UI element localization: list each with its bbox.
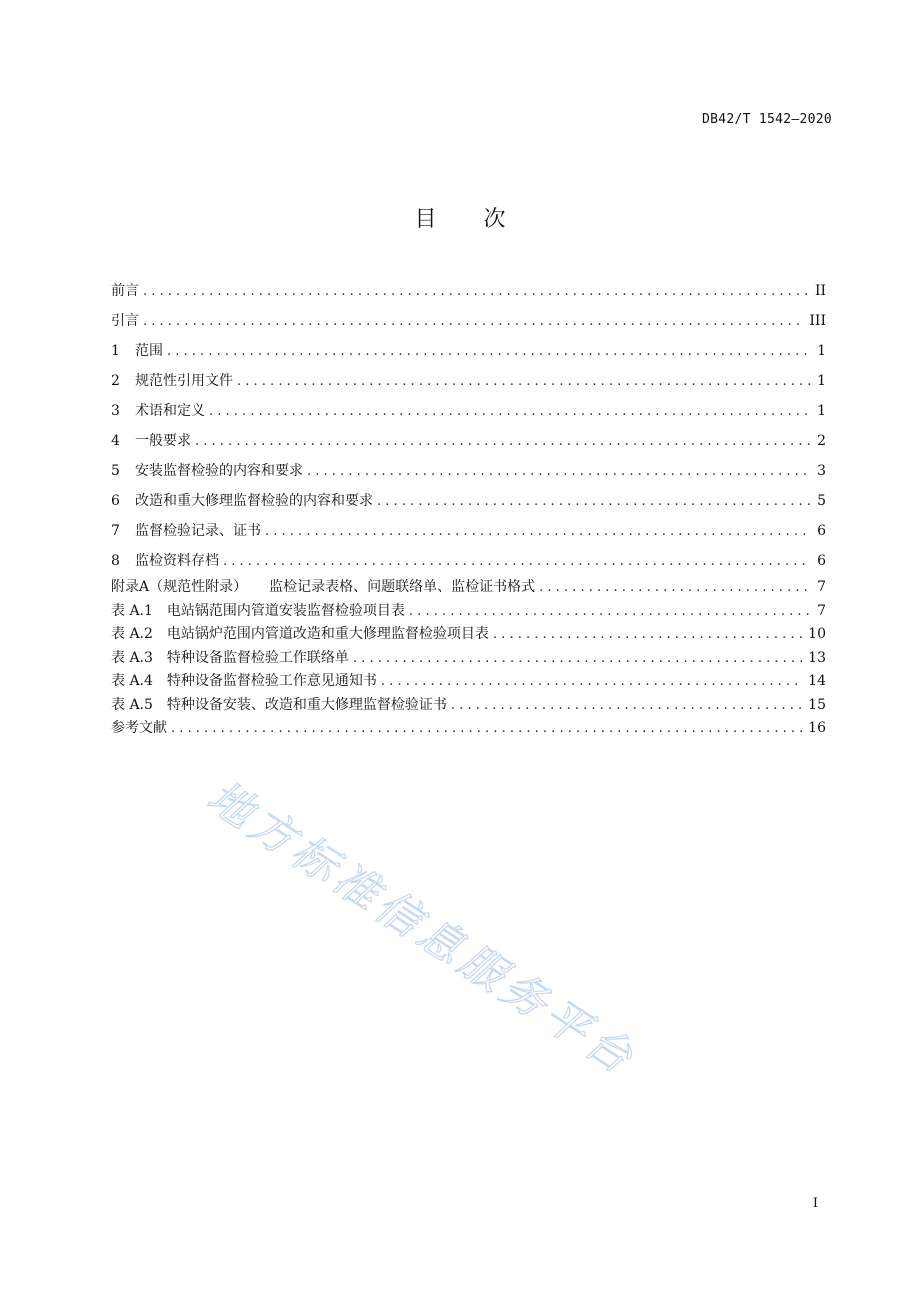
- toc-entry-number: 表 A.4: [111, 673, 153, 689]
- toc-entry-title: 术语和定义: [135, 403, 205, 419]
- toc-entry-number: 6: [111, 493, 120, 509]
- toc-leader-dots: [381, 670, 802, 694]
- toc-entry-page: 6: [817, 553, 826, 569]
- toc-entry-title: 电站锅炉范围内管道改造和重大修理监督检验项目表: [166, 626, 489, 642]
- toc-leader-dots: [143, 277, 809, 307]
- toc-leader-dots: [353, 647, 802, 671]
- toc-entry-title: 特种设备安装、改造和重大修理监督检验证书: [166, 696, 447, 713]
- toc-entry-table-a2[interactable]: [111, 623, 826, 647]
- toc-entry-section-1[interactable]: [111, 336, 826, 366]
- toc-entry-number: 4: [111, 433, 120, 449]
- toc-entry-title: 引言: [111, 313, 139, 329]
- toc-leader-dots: [143, 307, 803, 337]
- toc-leader-dots: [377, 487, 811, 517]
- toc-entry-table-a4[interactable]: [111, 670, 826, 694]
- toc-entry-title: 范围: [135, 343, 163, 359]
- toc-entry-number: 表 A.2: [111, 626, 153, 642]
- toc-entry-title: 特种设备监督检验工作联络单: [166, 649, 349, 666]
- toc-leader-dots: [409, 600, 811, 624]
- toc-entry-table-a3[interactable]: [111, 647, 826, 671]
- toc-entry-page: 2: [817, 433, 826, 449]
- toc-entry-title: 电站锅范围内管道安装监督检验项目表: [166, 602, 405, 619]
- toc-title: 目 次: [414, 207, 526, 232]
- toc-entry-table-a1[interactable]: [111, 600, 826, 624]
- toc-entry-introduction[interactable]: [111, 306, 826, 336]
- toc-entry-title: 参考文献: [111, 720, 167, 736]
- toc-entry-number: 7: [111, 523, 120, 539]
- toc-leader-dots: [167, 337, 811, 367]
- toc-entry-title: 监督检验记录、证书: [135, 523, 261, 539]
- toc-entry-section-8[interactable]: [111, 546, 826, 576]
- toc-entry-page: 1: [817, 403, 826, 419]
- toc-entry-title: 监检记录表格、问题联络单、监检证书格式: [269, 579, 536, 595]
- toc-entry-page: 15: [808, 696, 826, 713]
- toc-entry-title: 安装监督检验的内容和要求: [135, 463, 303, 479]
- table-of-contents: [111, 276, 826, 741]
- toc-entry-section-6[interactable]: [111, 486, 826, 516]
- toc-entry-title: 改造和重大修理监督检验的内容和要求: [135, 493, 373, 509]
- toc-entry-number: 表 A.5: [111, 696, 153, 713]
- toc-entry-title: 监检资料存档: [135, 553, 219, 569]
- toc-entry-section-5[interactable]: [111, 456, 826, 486]
- toc-entry-page: 14: [808, 673, 826, 689]
- toc-entry-appendix-a[interactable]: [111, 576, 826, 600]
- toc-entry-page: 16: [808, 720, 826, 736]
- page-number: I: [812, 1196, 818, 1211]
- toc-leader-dots: [223, 547, 811, 577]
- toc-entry-table-a5[interactable]: [111, 694, 826, 718]
- toc-entry-page: 3: [817, 463, 826, 479]
- toc-entry-number: 8: [111, 553, 120, 569]
- toc-entry-page: 7: [817, 579, 826, 595]
- toc-entry-foreword[interactable]: [111, 276, 826, 306]
- toc-leader-dots: [539, 576, 811, 600]
- toc-entry-number: 表 A.1: [111, 602, 153, 619]
- toc-entry-number: 2: [111, 373, 120, 389]
- toc-entry-number: 附录A（规范性附录）: [111, 579, 248, 595]
- toc-leader-dots: [171, 717, 802, 741]
- toc-leader-dots: [493, 623, 802, 647]
- toc-entry-section-4[interactable]: [111, 426, 826, 456]
- toc-entry-page: 6: [817, 523, 826, 539]
- toc-leader-dots: [195, 427, 811, 457]
- toc-entry-title: 特种设备监督检验工作意见通知书: [166, 673, 377, 689]
- toc-entry-page: 1: [817, 373, 826, 389]
- toc-leader-dots: [307, 457, 811, 487]
- toc-entry-title: 前言: [111, 283, 139, 299]
- toc-entry-number: 5: [111, 463, 120, 479]
- toc-entry-page: 5: [817, 493, 826, 509]
- toc-entry-number: 表 A.3: [111, 649, 153, 666]
- toc-leader-dots: [265, 517, 811, 547]
- toc-entry-page: 7: [817, 602, 826, 619]
- toc-leader-dots: [209, 397, 811, 427]
- toc-entry-page: 10: [808, 626, 826, 642]
- toc-entry-page: 13: [808, 649, 826, 666]
- toc-entry-page: III: [809, 313, 826, 329]
- toc-entry-page: II: [814, 283, 826, 299]
- toc-entry-number: 1: [111, 343, 120, 359]
- document-code: DB42/T 1542—2020: [701, 112, 832, 127]
- toc-entry-title: 一般要求: [135, 433, 191, 449]
- toc-leader-dots: [237, 367, 811, 397]
- toc-entry-number: 3: [111, 403, 120, 419]
- toc-entry-section-3[interactable]: [111, 396, 826, 426]
- watermark-text: 地方标准信息服务平台: [198, 771, 646, 1087]
- toc-entry-section-2[interactable]: [111, 366, 826, 396]
- toc-entry-page: 1: [817, 343, 826, 359]
- toc-entry-section-7[interactable]: [111, 516, 826, 546]
- toc-leader-dots: [451, 694, 802, 718]
- toc-entry-references[interactable]: [111, 717, 826, 741]
- toc-entry-title: 规范性引用文件: [135, 373, 233, 389]
